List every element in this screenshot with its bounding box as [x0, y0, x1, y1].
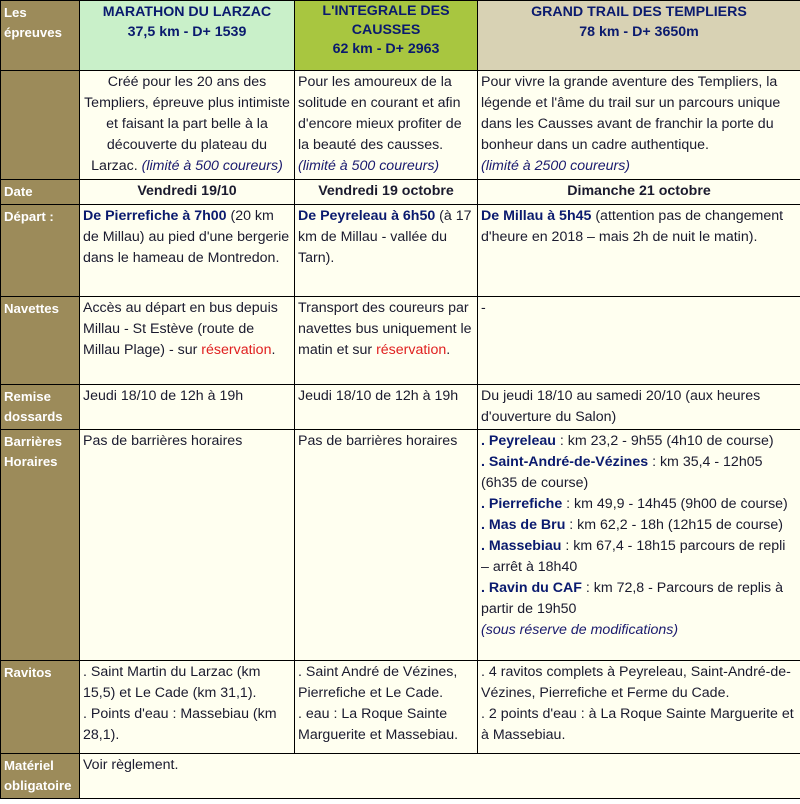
- label-materiel: Matériel obligatoire: [1, 754, 80, 799]
- reservation-link[interactable]: réservation: [376, 342, 447, 358]
- date-marathon: Vendredi 19/10: [80, 180, 295, 205]
- label-epreuves: Les épreuves: [1, 1, 80, 71]
- ravitos-integrale: . Saint André de Vézines, Pierrefiche et Le Cade. . eau : La Roque Sainte Marguerite et Massebiau.: [295, 661, 478, 754]
- ravitos-grand-trail: . 4 ravitos complets à Peyreleau, Saint-André-de-Vézines, Pierrefiche et Ferme du Cade. . 2 points d'eau : à La Roque Sainte Marguerite et à Massebiau.: [478, 661, 800, 754]
- materiel-value: Voir règlement.: [80, 754, 800, 799]
- barrier-item: . Peyreleau : km 23,2 - 9h55 (4h10 de course): [481, 433, 774, 449]
- depart-row: [1, 205, 800, 297]
- ravitos-marathon: . Saint Martin du Larzac (km 15,5) et Le Cade (km 31,1). . Points d'eau : Massebiau (km 28,1).: [80, 661, 295, 754]
- navettes-grand-trail: -: [478, 297, 800, 385]
- date-integrale: Vendredi 19 octobre: [295, 180, 478, 205]
- barrier-note: (sous réserve de modifications): [481, 622, 679, 638]
- navettes-marathon: Accès au départ en bus depuis Millau - St Estève (route de Millau Plage) - sur réservation.: [80, 297, 295, 385]
- barrieres-grand-trail: [478, 430, 800, 661]
- race-stats: 62 km - D+ 2963: [332, 41, 440, 57]
- barrieres-marathon: Pas de barrières horaires: [80, 430, 295, 661]
- barrier-item: . Ravin du CAF : km 72,8 - Parcours de replis à partir de 19h50: [481, 580, 783, 617]
- barrier-item: . Pierrefiche : km 49,9 - 14h45 (9h00 de course): [481, 496, 788, 512]
- label-empty: [1, 71, 80, 180]
- label-ravitos: Ravitos: [1, 661, 80, 754]
- materiel-row: [1, 754, 800, 799]
- description-marathon: Créé pour les 20 ans des Templiers, épreuve plus intimiste et faisant la part belle à la découverte du plateau du Larzac. (limité à 500 coureurs): [80, 71, 295, 180]
- header-grand-trail: [478, 1, 800, 71]
- race-stats: 37,5 km - D+ 1539: [127, 24, 247, 40]
- label-date: Date: [1, 180, 80, 205]
- depart-grand-trail: De Millau à 5h45 (attention pas de changement d'heure en 2018 – mais 2h de nuit le matin).: [478, 205, 800, 297]
- navettes-integrale: Transport des coureurs par navettes bus uniquement le matin et sur réservation.: [295, 297, 478, 385]
- race-stats: 78 km - D+ 3650m: [579, 24, 699, 40]
- description-row: [1, 71, 800, 180]
- race-name: CAUSSES: [351, 22, 421, 38]
- label-barrieres: Barrières Horaires: [1, 430, 80, 661]
- description-integrale: Pour les amoureux de la solitude en courant et afin d'encore mieux profiter de la beauté des causses. (limité à 500 coureurs): [295, 71, 478, 180]
- barrieres-integrale: Pas de barrières horaires: [295, 430, 478, 661]
- reservation-link[interactable]: réservation: [201, 342, 272, 358]
- race-name: MARATHON DU LARZAC: [102, 4, 272, 20]
- header-row: [1, 1, 800, 71]
- barrieres-row: [1, 430, 800, 661]
- barrier-item: . Mas de Bru : km 62,2 - 18h (12h15 de course): [481, 517, 784, 533]
- depart-integrale: De Peyreleau à 6h50 (à 17 km de Millau - vallée du Tarn).: [295, 205, 478, 297]
- remise-row: [1, 385, 800, 430]
- description-grand-trail: Pour vivre la grande aventure des Templiers, la légende et l'âme du trail sur un parcours unique dans les Causses avant de franchir la porte du bonheur dans un cadre authentique. (limité à 2500 coureurs): [478, 71, 800, 180]
- barrier-item: . Massebiau : km 67,4 - 18h15 parcours de repli – arrêt à 18h40: [481, 538, 786, 575]
- remise-marathon: Jeudi 18/10 de 12h à 19h: [80, 385, 295, 430]
- race-name: GRAND TRAIL DES TEMPLIERS: [531, 4, 747, 20]
- header-marathon: [80, 1, 295, 71]
- barrier-item: . Saint-André-de-Vézines : km 35,4 - 12h05 (6h35 de course): [481, 454, 763, 491]
- date-grand-trail: Dimanche 21 octobre: [478, 180, 800, 205]
- race-name: L'INTEGRALE DES: [322, 3, 450, 19]
- header-integrale: [295, 1, 478, 71]
- date-row: [1, 180, 800, 205]
- navettes-row: [1, 297, 800, 385]
- label-navettes: Navettes: [1, 297, 80, 385]
- ravitos-row: [1, 661, 800, 754]
- remise-integrale: Jeudi 18/10 de 12h à 19h: [295, 385, 478, 430]
- label-depart: Départ :: [1, 205, 80, 297]
- depart-marathon: De Pierrefiche à 7h00 (20 km de Millau) au pied d'une bergerie dans le hameau de Montredon.: [80, 205, 295, 297]
- remise-grand-trail: Du jeudi 18/10 au samedi 20/10 (aux heures d'ouverture du Salon): [478, 385, 800, 430]
- label-remise: Remise dossards: [1, 385, 80, 430]
